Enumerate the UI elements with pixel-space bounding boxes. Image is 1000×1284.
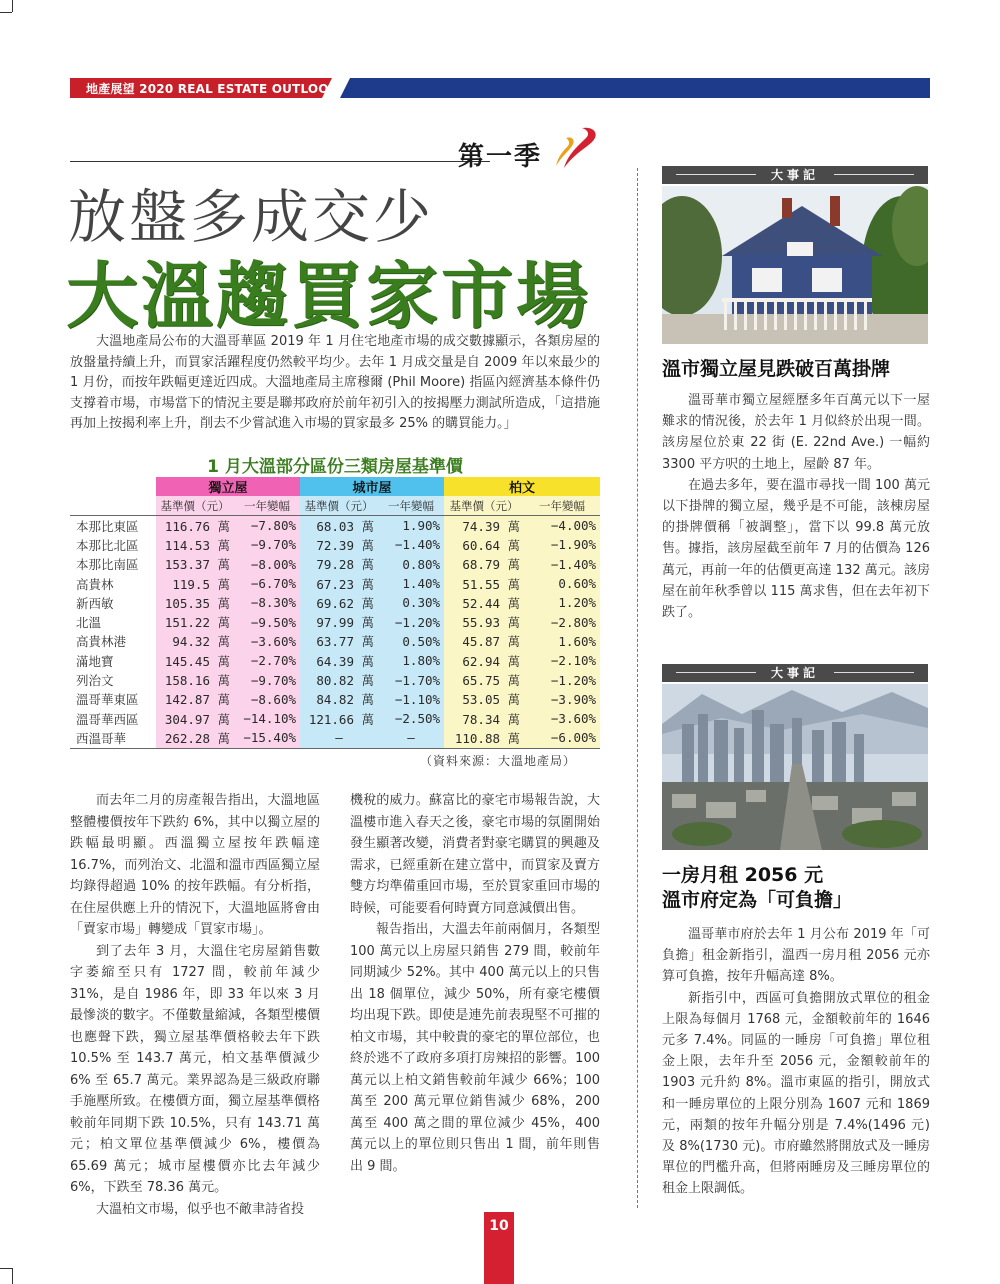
table-row xyxy=(70,535,600,554)
area-name: 本那比東區 xyxy=(70,516,156,536)
group-header-detached: 獨立屋 xyxy=(156,477,300,496)
price-cell: 304.97 萬 xyxy=(156,709,234,728)
city-skyline-photo xyxy=(662,684,928,850)
sidebar-paragraph: 溫哥華市獨立屋經歷多年百萬元以下一屋難求的情況後，於去年 1 月似終於出現一間。該房屋位於東 22 街 (E. 22nd Ave.) 一幅約 3300 平方呎的土地上，屋齡 87 年。 xyxy=(662,393,930,472)
table-source: （資料來源：大溫地產局） xyxy=(420,754,577,768)
sidebar-story-1 xyxy=(662,390,930,623)
change-cell: −1.20% xyxy=(524,670,600,689)
change-cell: −14.10% xyxy=(234,709,300,728)
change-cell: −1.40% xyxy=(378,535,444,554)
group-header-apartment: 柏文 xyxy=(444,477,600,496)
price-cell: 94.32 萬 xyxy=(156,632,234,651)
area-name: 溫哥華東區 xyxy=(76,692,139,708)
price-cell: 151.22 萬 xyxy=(156,612,234,631)
price-cell: 114.53 萬 xyxy=(156,535,234,554)
table-row xyxy=(70,632,600,651)
area-name: 本那比南區 xyxy=(76,557,139,573)
sidebar-tag-bar xyxy=(662,664,928,682)
body-column-1 xyxy=(70,790,320,1220)
intro-paragraph: 大溫地產局公布的大溫哥華區 2019 年 1 月住宅地產市場的成交數據顯示，各類房屋的放盤量持續上升，而買家活躍程度仍然較平均少。去年 1 月成交量是自 2009 年以來最少的 1 月份，而按年跌幅更達近四成。大溫地產局主席穆爾 (Phil Moore) 指區內經濟基本條件仍支撐着市場，市場當下的情況主要是聯邦政府於前年初引入的按揭壓力測試所造成，「這措施再加上按揭利率上升，削去不少嘗試進入市場的買家最多 25% 的購買能力。」 xyxy=(70,334,600,431)
change-cell: −3.90% xyxy=(524,690,600,709)
house-photo xyxy=(662,186,928,344)
change-cell: 0.30% xyxy=(378,593,444,612)
area-name: 西溫哥華 xyxy=(70,728,156,748)
table-row xyxy=(70,670,600,689)
price-cell: 121.66 萬 xyxy=(300,709,378,728)
crop-mark xyxy=(0,1268,12,1269)
change-cell: −9.70% xyxy=(234,670,300,689)
price-cell: 119.5 萬 xyxy=(156,574,234,593)
change-cell: −8.30% xyxy=(234,593,300,612)
change-cell: −2.50% xyxy=(378,709,444,728)
crop-mark xyxy=(12,1268,13,1284)
change-cell: 1.20% xyxy=(524,593,600,612)
change-cell: −2.70% xyxy=(234,651,300,670)
table-row xyxy=(70,651,600,670)
price-cell: 78.34 萬 xyxy=(444,709,524,728)
table-row xyxy=(70,728,600,748)
price-cell: 74.39 萬 xyxy=(444,516,524,536)
area-name: 本那比北區 xyxy=(76,537,139,553)
change-cell: −2.10% xyxy=(524,651,600,670)
area-name: 高貴林港 xyxy=(76,634,127,650)
col-header-price: 基準價（元） xyxy=(300,496,378,516)
body-paragraph: 機稅的威力。蘇富比的豪宅市場報告說，大溫樓市進入春天之後，豪宅市場的氛圍開始發生顯著改變，消費者對豪宅購買的興趣及需求，已經重新在建立當中，而買家及賣方雙方均準備重回市場，至於買家重回市場的時候，可能要看何時賣方同意減價出售。 xyxy=(350,793,600,916)
sidebar-headline-2 xyxy=(662,863,932,913)
change-cell: −8.60% xyxy=(234,690,300,709)
change-cell: 1.60% xyxy=(524,632,600,651)
body-paragraph: 報告指出，大溫去年前兩個月，各類型 100 萬元以上房屋只銷售 279 間，較前年同期減少 52%。其中 400 萬元以上的只售出 18 個單位，減少 50%，所有豪宅樓價均出現下跌。即使是連先前表現堅不可摧的柏文市場，其中較貴的豪宅的單位部位，也終於逃不了政府多項打房辣招的影響。100 萬元以上柏文銷售較前年減少 66%；100 萬至 200 萬元單位銷售減少 68%，200 萬至 400 萬之間的單位減少 45%，400 萬元以上的單位則只售出 1 間，前年則售出 9 間。 xyxy=(350,922,600,1174)
price-cell: 67.23 萬 xyxy=(300,574,378,593)
area-name: 滿地寶 xyxy=(76,653,114,669)
sidebar-paragraph: 在過去多年，要在溫市尋找一間 100 萬元以下掛牌的獨立屋，幾乎是不可能，該棟房屋的掛牌價稱「被調整」，當下以 99.8 萬元放售。據指，該房屋截至前年 7 月的估價為 126 萬元，再前一年的估價更高達 132 萬元。該房屋在前年秋季曾以 115 萬求售，但在去年初下跌了。 xyxy=(662,477,930,621)
change-cell: 1.80% xyxy=(378,651,444,670)
price-cell: 80.82 萬 xyxy=(300,670,378,689)
price-cell: 153.37 萬 xyxy=(156,555,234,574)
price-cell: 158.16 萬 xyxy=(156,670,234,689)
sidebar-paragraph: 新指引中，西區可負擔開放式單位的租金上限為每個月 1768 元，金額較前年的 1646 元多 7.4%。同區的一睡房「可負擔」單位租金上限，去年升至 2056 元，金額較前年的 1903 元升約 8%。溫市東區的指引，開放式和一睡房單位的上限分別為 1607 元和 1869 元，兩類的按年升幅分別是 7.4%(1496 元) 及 8%(1730 元)。市府雖然將開放式及一睡房單位的門檻升高，但將兩睡房及三睡房單位的租金上限調低。 xyxy=(662,990,930,1197)
area-name: 新西敏 xyxy=(76,595,114,611)
change-cell: −4.00% xyxy=(524,516,600,536)
price-cell: 145.45 萬 xyxy=(156,651,234,670)
col-header-price: 基準價（元） xyxy=(156,496,234,516)
price-cell: 142.87 萬 xyxy=(156,690,234,709)
price-table xyxy=(70,477,600,749)
price-cell: 262.28 萬 xyxy=(156,728,234,748)
price-cell: 68.03 萬 xyxy=(300,516,378,536)
change-cell: — xyxy=(378,728,444,748)
crop-mark xyxy=(12,0,13,12)
change-cell: −1.20% xyxy=(378,612,444,631)
group-header-townhouse: 城市屋 xyxy=(300,477,444,496)
sidebar-headline-2-line-2: 溫市府定為「可負擔」 xyxy=(662,889,853,911)
price-cell: 45.87 萬 xyxy=(444,632,524,651)
table-row xyxy=(70,516,600,536)
area-name: 高貴林 xyxy=(76,576,114,592)
season-flourish-icon xyxy=(552,124,602,170)
change-cell: −1.90% xyxy=(524,535,600,554)
col-header-change: 一年變幅 xyxy=(524,496,600,516)
price-cell: 116.76 萬 xyxy=(156,516,234,536)
change-cell: −3.60% xyxy=(524,709,600,728)
sidebar-tag: 大事記 xyxy=(770,168,819,182)
change-cell: 1.90% xyxy=(378,516,444,536)
sidebar-headline-2-line-1: 一房月租 2056 元 xyxy=(662,864,824,886)
body-column-2 xyxy=(350,790,600,1177)
sidebar-tag: 大事記 xyxy=(770,666,819,680)
body-paragraph: 而去年二月的房產報告指出，大溫地區整體樓價按年下跌約 6%，其中以獨立屋的跌幅最明顯。西溫獨立屋按年跌幅達 16.7%，而列治文、北溫和溫市西區獨立屋均錄得超過 10% 的按年跌幅。有分析指，在住屋供應上升的情況下，大溫地區將會由「賣家市場」轉變成「買家市場」。 xyxy=(70,793,320,937)
change-cell: −1.70% xyxy=(378,670,444,689)
table-row xyxy=(70,690,600,709)
table-row xyxy=(70,593,600,612)
change-cell: −8.00% xyxy=(234,555,300,574)
change-cell: −3.60% xyxy=(234,632,300,651)
title-rule xyxy=(70,161,490,162)
price-cell: 53.05 萬 xyxy=(444,690,524,709)
area-name: 溫哥華西區 xyxy=(76,711,139,727)
col-header-change: 一年變幅 xyxy=(378,496,444,516)
change-cell: −15.40% xyxy=(234,728,300,748)
sidebar-paragraph: 溫哥華市府於去年 1 月公布 2019 年「可負擔」租金新指引，溫西一房月租 2056 元亦算可負擔，按年升幅高達 8%。 xyxy=(662,927,930,985)
price-cell: 65.75 萬 xyxy=(444,670,524,689)
price-cell: 84.82 萬 xyxy=(300,690,378,709)
price-cell: 55.93 萬 xyxy=(444,612,524,631)
price-cell: — xyxy=(300,728,378,748)
change-cell: 0.80% xyxy=(378,555,444,574)
col-header-change: 一年變幅 xyxy=(234,496,300,516)
crop-mark xyxy=(0,12,12,13)
headline-line-1: 放盤多成交少 xyxy=(68,183,435,251)
change-cell: −6.70% xyxy=(234,574,300,593)
table-row xyxy=(70,612,600,631)
price-cell: 79.28 萬 xyxy=(300,555,378,574)
price-cell: 60.64 萬 xyxy=(444,535,524,554)
change-cell: −6.00% xyxy=(524,728,600,748)
change-cell: −9.70% xyxy=(234,535,300,554)
area-name: 列治文 xyxy=(76,673,114,689)
table-row xyxy=(70,555,600,574)
change-cell: 0.60% xyxy=(524,574,600,593)
table-row xyxy=(70,574,600,593)
price-cell: 72.39 萬 xyxy=(300,535,378,554)
table-title: 1 月大溫部分區份三類房屋基準價 xyxy=(207,457,463,477)
price-cell: 69.62 萬 xyxy=(300,593,378,612)
table-row xyxy=(70,709,600,728)
table-corner xyxy=(70,496,156,516)
price-cell: 51.55 萬 xyxy=(444,574,524,593)
change-cell: 1.40% xyxy=(378,574,444,593)
page-number: 10 xyxy=(489,1218,509,1234)
change-cell: 0.50% xyxy=(378,632,444,651)
area-name: 北溫 xyxy=(76,615,102,631)
price-cell: 97.99 萬 xyxy=(300,612,378,631)
sidebar-headline-1: 溫市獨立屋見跌破百萬掛牌 xyxy=(662,358,891,380)
change-cell: −1.10% xyxy=(378,690,444,709)
table-corner xyxy=(70,477,156,496)
price-cell: 52.44 萬 xyxy=(444,593,524,612)
headline-line-2: 大溫趨買家市場 xyxy=(66,254,592,338)
price-cell: 63.77 萬 xyxy=(300,632,378,651)
season-label: 第一季 xyxy=(458,142,543,172)
price-cell: 64.39 萬 xyxy=(300,651,378,670)
body-paragraph: 大溫柏文市場，似乎也不敵聿詩省投 xyxy=(96,1201,305,1217)
sidebar-story-2 xyxy=(662,924,930,1200)
price-cell: 68.79 萬 xyxy=(444,555,524,574)
sidebar-tag-bar xyxy=(662,166,928,184)
col-header-price: 基準價（元） xyxy=(444,496,524,516)
running-header: 地產展望 2020 REAL ESTATE OUTLOOK xyxy=(86,82,339,96)
column-divider xyxy=(637,168,638,1208)
price-cell: 110.88 萬 xyxy=(444,728,524,748)
header-band-blue xyxy=(340,78,930,98)
change-cell: −7.80% xyxy=(234,516,300,536)
change-cell: −1.40% xyxy=(524,555,600,574)
body-paragraph: 到了去年 3 月，大溫住宅房屋銷售數字萎縮至只有 1727 間，較前年減少 31%，是自 1986 年，即 33 年以來 3 月最慘淡的數字。不僅數量縮減，各類型樓價也應聲下跌，獨立屋基準價格較去年下跌 10.5% 至 143.7 萬元，柏文基準價減少 6% 至 65.7 萬元。業界認為是三級政府聯手施壓所致。在樓價方面，獨立屋基準價格較前年同期下跌 10.5%，只有 143.71 萬元；柏文單位基準價減少 6%，樓價為 65.69 萬元；城市屋樓價亦比去年減少 6%，下跌至 78.36 萬元。 xyxy=(70,943,320,1195)
price-cell: 105.35 萬 xyxy=(156,593,234,612)
change-cell: −9.50% xyxy=(234,612,300,631)
change-cell: −2.80% xyxy=(524,612,600,631)
table-body xyxy=(70,516,600,749)
price-cell: 62.94 萬 xyxy=(444,651,524,670)
